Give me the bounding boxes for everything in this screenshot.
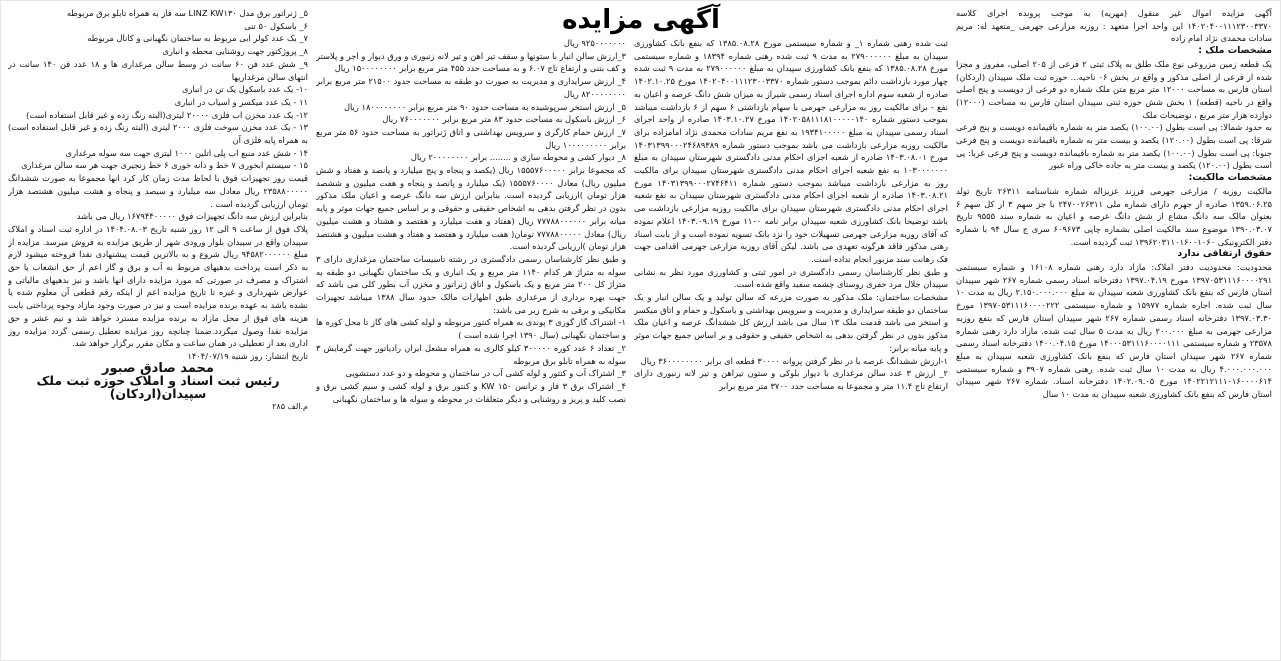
valuation-item-3: ۳_ارزش سالن انبار با ستونها و سقف تیر اهن و تیر لانه زنبوری و ورق دیوار و اجر و پلاستر و کف بتنی و ارتفاع تاج ۶.۰۷ و به مساحت حدد ۴۵۵ متر مربع برابر ۱۵۰۰۰۰۰۰۰۰ ریال (316, 50, 626, 74)
equipment-item-12: ۱۲- یک عدد مخزن اب فلزی ۲۰۰۰۰ لیتری(البته زنگ زده و غیر قابل استفاده است) (26, 109, 308, 120)
valuation-item-2: ۲_ ارزش ۳ عدد سالن مرغداری با دیوار بلوکی و ستون تیراهن و تیر لانه زنبوری دارای ارتفاع تاج ۱۱.۴ متر و مجموعا به مساحت حدد ۳۷۰۰ متر مربع برابر (634, 368, 948, 391)
equipment-item-8: ۸_ پروژکتور جهت روشنایی محطه و انباری (162, 46, 308, 57)
valuation-item-4: ۴_ ارزش سرایداری و مدیریت به صورت دو طبقه به مساحت حدود ۲۱۵۰۰ متر مربع برابر ۸۲۰۰۰۰۰۰۰۰ ریال (316, 76, 626, 99)
expert-opinion-paragraph: و طبق نظر کارشناسان رسمی دادگستری در امور ثبتی و کشاورزی مورد نظر به نشانی سپیدان جلال مرد خفری روستای چشمه سفید واقع شده است. (634, 266, 948, 290)
equipment-item-5: ۵_ ژنراتور برق مدل LINZ KW۱۳۰ سه فاز به همراه تابلو برق مربوطه (66, 8, 308, 18)
equipment-valuation-paragraph: قیمت روز تجهیزات فوق با لحاظ مدت زمان کار کرد انها مجموعا به صورت ششدانگ ۲۳۵۸۸۰۰۰۰۰ ریال معادل سه میلیارد و سیصد و پنجاه و هشت میلیون هشتصد هزار تومان ارزیابی گردیده است . (8, 173, 308, 209)
column-right (956, 7, 1272, 654)
valuation-item-8: ۸_ دیوار کشی و محوطه سازی و ........ برابر ۲۰۰۰۰۰۰۰۰ ریال (410, 152, 626, 163)
property-spec-heading: مشخصات ملک : (1198, 45, 1272, 57)
signatory-title: رئیس ثبت اسناد و املاک حوزه ثبت ملک سپیدان(اردکان) (36, 373, 280, 402)
valuation-item-6: ۶_ ارزش باسکول به مساحت حدود ۸۳ متر مربع برابر ۷۶۰۰۰۰۰۰۰ ریال (382, 114, 626, 125)
valuation-item-2-amount: ۹۲۵۰۰۰۰۰۰۰ ریال (563, 38, 626, 48)
boundaries-paragraph: به حدود شمالا: پی است بطول (۱۰۰.۰۰) یکصد متر به شماره باقیمانده دویست و پنج فرعی شرقا: پی است بطول (۱۲۰.۰۰) یکصد و بیست متر به شماره باقیمانده دویست و پنج فرعی جنوبا: پی است بطول (۱۰۰.۰۰) یکصد متر به شماره باقیمانده دویست و پنج فرعی غربا: پی است بطول (۱۲۰.۰۰) یکصد و بیست متر به جاده خاکی وراه عبور (956, 122, 1272, 171)
publication-date: تاریخ انتشار: روز شنبه ۱۴۰۴/۰۷/۱۹ (187, 350, 308, 361)
building-spec-paragraph: مشخصات ساختمان: ملک مذکور به صورت مزرعه که سالن تولید و یک سالن انبار و یک ساختمان دو طبقه سرایداری و مدیریت و سرویس بهداشتی و باسکول و حمام و اتاق میکسر و استخر می باشد قدمت ملک ۱۳ سال می باشد ارزش کل ششدانگ عرصه و اعیان ملک مذکور بدون در نظر گرفتن بدهی به اشخاص حقیقی و حقوقی و بر اساس جمیع جهات موثر و پایه میانه برابر: (634, 292, 948, 353)
equipment-item-7: ۷_ یک عدد کولر ابی مربوط به ساختمان نگهبانی و کانال مربوطه (87, 33, 308, 44)
installations-expert-paragraph: و طبق نظر کارشناسان رسمی دادگستری در رشته تاسیسات ساختمان مرغداری دارای ۳ سوله به متراژ هر کدام ۱۱۴۰ متر مربع و یک انباری و یک ساختمان نگهبانی دو طبقه به متراژ کل ۲۰۰ متر مربع و یک باسکول و اتاق ژنراتور و مخزن آب بطور کلی می باشد که جهت بهره برداری از مرغداری طبق اظهارات مالک حدود سال ۱۳۸۸ میباشد تجهیزات مکانیکی و برقی به شرح زیر می باشد: (316, 253, 626, 315)
equipment-item-3: ۳_ اشتراک آب و کنتور و لوله کشی آب در ساختمان و محوطه و دو عدد دستشویی (345, 368, 626, 379)
column-left (8, 7, 308, 654)
equipment-item-9: ۹_ شش عدد فن ۶۰ سانت در وسط سالن مرغداری ها و ۱۸ عدد فن ۱۴۰ سانت در انتهای سالن مرغداریها (8, 58, 308, 82)
signatory-name: محمد صادق صبور (102, 360, 214, 376)
equipment-item-6: ۶_ باسکول ۵۰ تنی (244, 20, 308, 31)
property-spec-paragraph: یک قطعه زمین مزروعی نوع ملک طلق به پلاک ثبتی ۲ فرعی از ۲۰۵ اصلی، مفروز و مجزا شده از فرعی از اصلی مذکور و واقع در بخش ۰۶ ناحیه... حوزه ثبت ملک سپیدان (اردکان) استان فارس به مساحت ۱۲۰۰۰ متر مربع متن ملک شماره دو فرعی از دویست و پنج اصلی واقع در ناحیه (قطعه) ۱ بخش شش حوزه ثبتی سپیدان استان فارس به مساحت (۱۲۰۰۰) دوازده هزار متر مربع ، توضیحات ملک (956, 58, 1272, 120)
equipment-item-11: ۱۱ - یک عدد میکسر و اسیاب در انباری (174, 96, 308, 107)
equipment-item-4: ۴_ اشتراک برق ۳ فاز و ترانس ۱۵۰ KW و کنتور برق و لوله کشی و سیم کشی برق و نصب کلید و پریز و روشنایی و دیگر متعلقات در محوطه و سوله ها و ساختمان نگهبانی (316, 380, 626, 404)
equipment-item-2: ۲_ تعداد ۶ عدد کوره ۳۰۰۰۰۰ کیلو کالری به همراه مشعل ایران رادیاتور جهت گرمایش ۳ سوله به همراه تابلو برق مربوطه (316, 342, 626, 366)
equipment-item-15: ۱۵ - سیستم ابخوری ۷ خط و دانه خوری ۶ خط زنجیری جهت هر سه سالن مرغداری (21, 160, 308, 171)
restrictions-paragraph: محدودیت: محدودیت دفتر املاک: مازاد دارد رهنی شماره ۱۶۱۰۸ و شماره سیستمی ۱۳۹۷۰۵۳۱۱۱۶۰۰۰۰۲۹۱ مورخ ۱۳۹۷.۰۴.۱۹ دفترخانه اسناد رسمی شماره ۲۶۷ شهر سپیدان استان فارس که بنفع بانک کشاورزی شعبه سپیدان به مبلغ ۲.۱۵۰.۰۰۰.۰۰۰ ریال به مدت ۱۰ سال ثبت شده. اجاره شماره ۱۵۹۷۷ و شماره سیستمی ۱۳۹۷۰۵۳۱۱۱۶۰۰۰۰۲۲۲ مورخ ۱۳۹۷.۰۳.۳۰ دفترخانه اسناد رسمی شماره ۲۶۷ شهر سپیدان استان فارس که بنفع روزبه مزارعی جهرمی به مبلغ ۲۰۰.۰۰۰ ریال به مدت ۵ سال ثبت شده. مازاد دارد رهنی شماره ۲۳۵۷۸ و شماره سیستمی ۱۴۰۰۰۵۳۱۱۱۶۰۰۰۰۱۱۱ مورخ ۱۴۰۰.۰۴.۱۵ دفترخانه اسناد رسمی شماره ۲۶۷ شهر سپیدان استان فارس که بنفع بانک کشاورزی شعبه سپیدان به مبلغ ۴.۰۰۰.۰۰۰.۰۰۰ ریال به مدت ۱۰ سال ثبت شده. رهنی شماره ۳۹۰۷ و شماره سیستمی ۱۴۰۲۲۱۲۱۱۱۰۱۶۰۰۰۰۶۱۴ مورخ ۱۴۰۲.۰۹.۰۵ دفترخانه اسناد. شماره ۲۶۷ شهر سپیدان استان فارس که بنفع بانک کشاورزی شعبه سپیدان به مدت ۱۰ سال (956, 262, 1272, 400)
easement-heading: حقوق ارتفاقی ندارد (1177, 248, 1272, 260)
ownership-heading: مشخصات مالکیت: (1188, 172, 1272, 184)
column-middle-right (634, 37, 948, 654)
equipment-item-14: ۱۴ - شش عدد منبع اب پلی اتلین ۱۰۰۰ لیتری جهت سه سوله مرغداری (65, 147, 308, 158)
ownership-paragraph: مالکیت روزبه / مزارعی جهرمی فرزند عزیزاله شماره شناسنامه ۲۶۳۱۱ تاریخ تولد ۱۳۵۹.۰۶.۲۵ صادره از جهرم دارای شماره ملی ۲۴۷۰۰۲۶۳۱۱ با جز سهم ۳ از کل سهم ۶ بعنوان مالک سه دانگ مشاع از شش دانگ عرصه و اعیان به شماره سند ۹۵۵۵ تاریخ ۱۳۹۰.۰۳.۰۷ موضوع سند مالکیت اصلی بشماره چاپی ۶۰۹۶۷۳ سری ج سال ۹۴ با شماره دفتر الکترونیکی ۱۳۹۶۲۰۳۱۱۰۱۶۰۰۱۰۶۰ ثبت گردیده است. (956, 185, 1272, 247)
notice-title: آگهی مزایده (562, 5, 720, 35)
reference-number: م.الف ۲۸۵ (272, 401, 308, 411)
intro-paragraph: آگهی مزایده اموال غیر منقول (مهریه) به موجب پرونده اجرای کلاسه ۱۴۰۲۰۴۰۰۱۱۱۲۳۰۰۳۳۷۰ این واحد اجرا متعهد : روزبه مزارعی جهرمی _متعهد له: مریم سادات محمدی نژاد امام زاده (956, 8, 1272, 44)
mortgages-paragraph: ثبت شده رهنی شماره ۱_ و شماره سیستمی مورخ ۱۳۸۵.۰۸.۲۸ که بنفع بانک کشاورزی سپیدان به مبلغ ۲۷۹۰۰۰۰۰۰ به مدت ۹ ثبت شده رهنی شماره ۱۸۳۹۴ و شماره سیستمی مورخ ۱۳۸۵.۰۸.۲۸ که بنفع بانک کشاورزی سپیدان به مبلغ ۲۷۹۰۰۰۰۰۰ به مدت ۹ ثبت شده چهار مورد بازداشت دائم بموجب دستور شماره ۱۴۰۲۰۴۰۰۱۱۱۲۳۰۰۳۳۷۰ مورخ ۱۴۰۲.۱۰.۲۵ صادره از شعبه سوم اداره اجرای اسناد رسمی شیراز به میزان شش دانگ عرصه و اعیان به نفع - برای مالکیت روز به مزارعی جهرمی با سهام بازداشتی ۶ سهم از ۶ بازداشت میباشد بموجب دستور شماره ۱۴۰۲۰۵۸۱۱۱۸۱۰۰۰۰۰۱۴۰ مورخ ۱۴۰۳.۱۰.۲۷ صادره از واحد اجرای اسناد رسمی سپیدان به مبلغ ۱۹۳۴۱۰۰۰۰۰ به نفع مریم سادات محمدی نژاد امامزاده برای مالکیت روزبه مزارعی بازداشت می باشد بموجب دستور شماره ۱۴۰۳۱۳۹۹۰۰۰۲۴۶۸۹۳۸۹ مورخ ۱۴۰۳.۰۸.۰۱ صادره از شعبه اجرای احکام مدنی دادگستری شهرستان سپیدان به مبلغ ۱۰۳۰۰۰۰۰۰۰ به نفع شعبه اجرای احکام مدنی دادگستری شهرستان سپیدان برای مالکیت روز به مزارعی بازداشت میباشد بموجب دستور شماره ۱۴۰۳۱۳۹۹۰۰۰۲۷۴۶۴۱۱ مورخ ۱۴۰۳.۰۸.۲۱ صادره از شعبه اجرای احکام مدنی دادگستری شهرستان سپیدان به نفع شعبه اجرای احکام مدنی دادگستری شهرستان سپیدان برای مالکیت روزبه مزارعی بازداشت می باشد توضیحا بانک کشاورزی شعبه سپیدان برابر نامه ۱۱۰۰ مورخ ۱۴۰۳.۰۹.۱۹ اعلام نموده که آقای روزبه مزارعی جهرمی تسهیلات خود را نزد بانک تسویه نموده است و از بابت اسناد رهنی مذکور فاقد هرگونه تعهدی می باشد. لیکن آقای روزبه مزارعی جهرمی اقدامی جهت فک رهانت سند مزبور انجام نداده است. (634, 38, 948, 264)
valuation-item-5: ۵_ ارزش استخر سرپوشیده به مساحت حدود ۹۰ متر مربع برابر ۱۸۰۰۰۰۰۰۰۰ ریال (343, 101, 626, 112)
column-middle-left (316, 37, 626, 654)
auction-terms-paragraph: پلاک فوق از ساعت ۹ الی ۱۲ روز شنبه تاریخ ۱۴۰۴.۰۸.۰۳ در اداره ثبت اسناد و املاک سپیدان واقع در سپیدان بلوار ورودی شهر از طریق مزایده به فروش میرسد. مزایده از مبلغ ۹۴۵۸۲۰۰۰۰۰۰ ریال شروع و به بالاترین قیمت پیشنهادی نقدا فروخته میشود لازم به ذکر است پرداخت بدهیهای مربوط به آب و برق و گاز اعم از حق انشعاب یا حق اشتراک و مصرف در صورتی که مورد مزایده دارای انها باشد و نیز بدهیهای مالیاتی و عوارض شهرداری و غیره تا تاریخ مزایده اعم از اینکه رقم قطعی آن معلوم شده یا نشده باشد به عهده برنده مزایده است و نیز در صورت وجود مازاد وجوه پرداختی بابت هزینه های فوق از محل مازاد به برنده مزایده مسترد خواهد شد و نیم عشر و حق مزایده نقدا وصول میگردد.ضمنا چنانچه روز مزایده تعطیل رسمی گردد مزایده روز اداری بعد از تعطیلی در همان ساعت و مکان مقرر برگزار خواهد شد. (8, 223, 308, 349)
equipment-half-value: بنابراین ارزش سه دانگ تجهیزات فوق ۱۶۷۹۴۴۰۰۰۰۰ ریال می باشد (76, 211, 308, 222)
equipment-item-1: ۱- اشتراک گاز گوری ۳ پوندی به همراه کنتور مربوطه و لوله کشی های گاز تا محل کوره ها و ساختمان نگهبانی (سال ۱۳۹۰ اجرا شده است ) (316, 317, 626, 341)
equipment-item-10: ۱۰- یک عدد باسکول یک تن در انباری (181, 84, 308, 95)
equipment-item-13: ۱۳ - یک عدد مخزن سوخت فلزی ۲۰۰۰ لیتری (البته زنگ زده و غیر قابل استفاده است) به همراه پایه فلزی آن (8, 122, 308, 146)
valuation-item-7: ۷_ ارزش حمام کارگری و سرویس بهداشتی و اتاق ژنراتور به مساحت حدود ۵۶ متر مربع برابر ۱۰۰۰۰۰۰۰۰۰ ریال (316, 126, 626, 150)
valuation-total-paragraph: که مجموعا برابر ۱۵۵۵۷۶۰۰۰۰۰ ریال (یکصد و پنجاه و پنج میلیارد و پانصد و هفتاد و شش میلیون ریال) معادل ۱۵۵۵۷۶۰۰۰۰ (یک میلیارد و پانصد و پنجاه و هفت میلیون و ششصد هزار تومان )ارزیابی گردیده است. بنابراین ارزش سه دانگ عرصه و اعیان ملک مذکور بدون در نظر گرفتن بدهی به اشخاص حقیقی و حقوقی و بر اساس جمیع جهات موثر و پایه میانه برابر ۷۷۷۸۸۰۰۰۰۰۰ ریال (هفتاد و هفت میلیارد و هفتصد و هشتاد و هشت میلیون ریال) معادل ۷۷۷۸۸۰۰۰۰۰ تومان( هفت میلیارد و هفتصد و هفتاد و هشت میلیون و هشتصد هزار تومان )ارزیابی گردیده است. (316, 165, 626, 252)
valuation-item-1: ۱-ارزش ششدانگ عرصه با در نظر گرفتن پروانه ۳۰۰۰۰ قطعه ای برابر ۳۶۰۰۰۰۰۰۰۰ ریال (640, 355, 948, 366)
